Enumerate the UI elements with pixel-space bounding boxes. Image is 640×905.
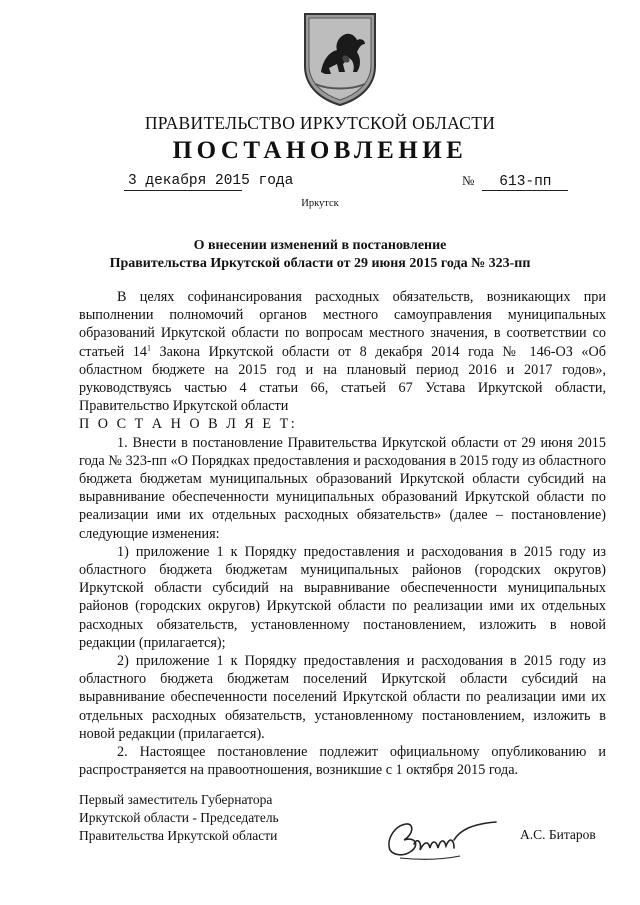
item-1-paragraph: 1. Внести в постановление Правительства Иркутской области от 29 июня 2015 года № 323-пп «О Порядках предоставления и расходования в 2015 году из областного бюджета бюджетам муниципальных образований Иркутской области субсидий на выравнивание обеспеченности муниципальных образований Иркутской области по реализации ими их отдельных расходных обязательств» (далее – постановление) следующие изменения: xyxy=(79,434,606,542)
decree-word: П О С Т А Н О В Л Я Е Т: xyxy=(79,416,298,433)
position-line-3: Правительства Иркутской области xyxy=(79,828,278,843)
title-line-2: Правительства Иркутской области от 29 июня 2015 года № 323-пп xyxy=(109,256,531,271)
document-number: 613-пп xyxy=(482,174,568,191)
preamble-text-b: Закона Иркутской области от 8 декабря 2014 года № 146-ОЗ «Об областном бюджете на 2015 год и на плановый период 2016 и 2017 годов», руководствуясь частью 4 статьи 66, статьей 67 Устава Иркутской области, Правительство Иркутской области xyxy=(79,343,606,415)
signatory-position xyxy=(79,791,279,845)
document-title xyxy=(0,237,640,273)
item-1-1-paragraph: 1) приложение 1 к Порядку предоставления и расходования в 2015 году из областного бюджета бюджетам муниципальных районов (городских округов) Иркутской области субсидий на выравнивание обеспеченности муниципальных районов (городских округов) Иркутской области по реализации ими их отдельных расходных обязательств, установленному постановлением, изложить в новой редакции (прилагается); xyxy=(79,543,606,651)
preamble-paragraph xyxy=(79,288,606,415)
article-superscript: 1 xyxy=(146,342,151,352)
preamble-text-a: В целях софинансирования расходных обязательств, возникающих при выполнении полномочий органов местного самоуправления муниципальных образований Иркутской области по вопросам местного значения, в соответствии со статьей 14 xyxy=(79,289,606,360)
organization-name: ПРАВИТЕЛЬСТВО ИРКУТСКОЙ ОБЛАСТИ xyxy=(144,113,496,133)
document-body xyxy=(79,288,606,779)
signatory-name: А.С. Битаров xyxy=(520,827,596,842)
document-number-block xyxy=(462,173,568,191)
item-2-paragraph: 2. Настоящее постановление подлежит официальному опубликованию и распространяется на правоотношения, возникшие с 1 октября 2015 года. xyxy=(79,744,606,779)
title-line-1: О внесении изменений в постановление xyxy=(193,238,447,253)
position-line-1: Первый заместитель Губернатора xyxy=(79,792,273,807)
city: Иркутск xyxy=(301,198,339,209)
item-1-2-paragraph: 2) приложение 1 к Порядку предоставления и расходования в 2015 году из областного бюджета бюджетам поселений Иркутской области субсидий на выравнивание обеспеченности поселений Иркутской области по реализации ими их отдельных расходных обязательств, установленному постановлением, изложить в новой редакции (прилагается). xyxy=(79,653,606,742)
handwritten-signature-icon xyxy=(380,810,500,870)
document-date: 3 декабря 2015 года xyxy=(128,173,294,189)
coat-of-arms-icon xyxy=(299,8,381,108)
document-type: ПОСТАНОВЛЕНИЕ xyxy=(172,137,468,164)
date-underline xyxy=(124,190,242,191)
number-sign: № xyxy=(462,173,475,188)
position-line-2: Иркутской области - Председатель xyxy=(79,810,279,825)
